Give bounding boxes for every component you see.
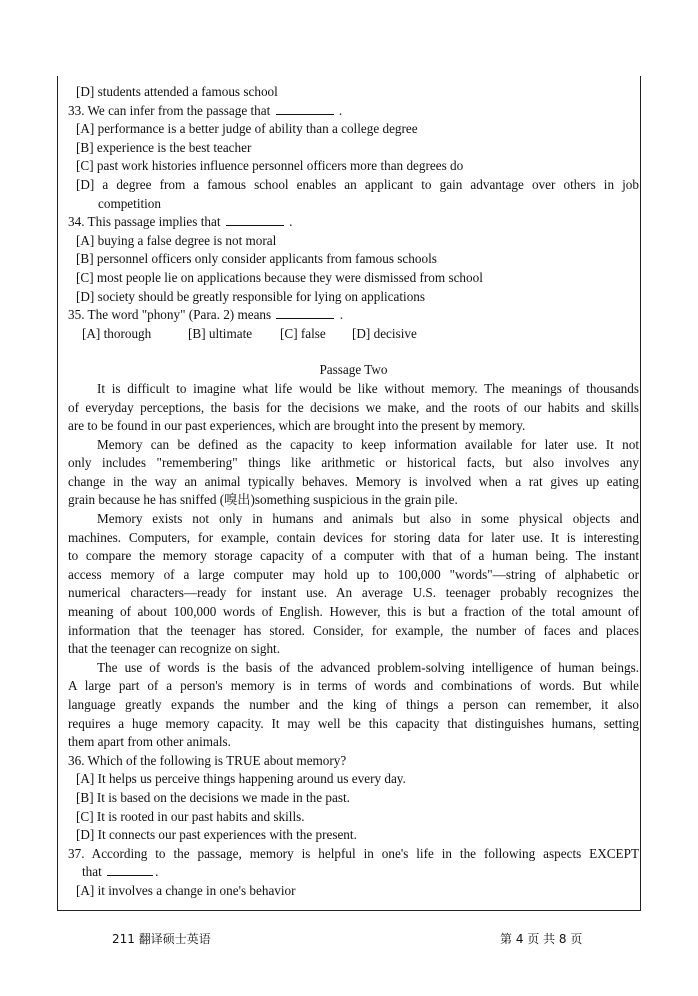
q35-option-a: [A] thorough [82, 325, 152, 341]
q33-stem-end: . [338, 102, 343, 118]
p4-line-3: language greatly expands the number and the king of things a person can remember, it also [68, 697, 639, 712]
p2-line-3: change in the way an animal typically behaves. Memory is involved when a rat gives up eating [68, 473, 639, 489]
p1-line-2: of everyday perceptions, the basis for the decisions we make, and the roots of our habits and skills [68, 399, 639, 415]
p3-line-1: Memory exists not only in humans and animals but also in some physical objects and [97, 511, 639, 527]
answer-blank [107, 863, 153, 876]
p3-line-6: meaning of about 100,000 words of English. However, this is but a fraction of the total amount of [68, 604, 639, 620]
q34-stem-end: . [289, 214, 293, 230]
q33-option-a: [A] performance is a better judge of ability than a college degree [76, 121, 418, 137]
q33-stem-text: 33. We can infer from the passage that [68, 102, 271, 118]
q33-option-d-continued: competition [98, 195, 161, 211]
q35-stem [68, 306, 639, 325]
passage-title: Passage Two [319, 362, 388, 378]
q36-option-d: [D] It connects our past experiences with the present. [76, 827, 357, 843]
q36-option-c: [C] It is rooted in our past habits and skills. [76, 808, 305, 824]
p1-line-1: It is difficult to imagine what life would be like without memory. The meanings of thousands [97, 380, 639, 396]
p3-line-3: to compare the memory storage capacity of a computer with that of a human being. The instant [68, 548, 639, 564]
p3-line-5: numerical characters—ready for instant use. An average U.S. teenager probably recognizes the [68, 585, 639, 601]
p2-line-4: grain because he has sniffed (嗅出)something suspicious in the grain pile. [68, 492, 458, 508]
q34-option-a: [A] buying a false degree is not moral [76, 232, 277, 248]
q33-stem [68, 102, 639, 121]
exam-code-title: 211 翻译硕士英语 [112, 932, 211, 946]
q35-option-d: [D] decisive [352, 325, 417, 341]
q37-stem: 37. According to the passage, memory is helpful in one's life in the following aspects EXCEPT [68, 845, 639, 861]
p3-line-7: information that the teenager has stored. Consider, for example, the number of faces and places [68, 622, 639, 638]
q35-stem-end: . [339, 307, 344, 323]
p4-line-2: A large part of a person's memory is in terms of words and combinations of words. But while [68, 678, 639, 694]
q37-option-a: [A] it involves a change in one's behavior [76, 882, 296, 898]
p4-line-4: requires a huge memory capacity. It may well be this capacity that distinguishes humans, setting [68, 715, 639, 731]
q37-stem-cont-end: . [155, 864, 159, 880]
q34-option-d: [D] society should be greatly responsible for lying on applications [76, 288, 426, 304]
exam-content [68, 83, 639, 901]
answer-blank [276, 306, 334, 319]
q33-option-d: [D] a degree from a famous school enables an applicant to gain advantage over others in job [76, 176, 639, 192]
p4-line-1: The use of words is the basis of the advanced problem-solving intelligence of human beings. [97, 659, 639, 675]
q34-stem [68, 213, 639, 232]
p3-line-4: access memory of a large computer may hold up to 100,000 "words"—string of alphabetic or [68, 566, 639, 582]
q33-option-c: [C] past work histories influence personnel officers more than degrees do [76, 158, 464, 174]
p1-line-3: are to be found in our past experiences, which are brought into the present by memory. [68, 418, 526, 434]
p2-line-1: Memory can be defined as the capacity to keep information available for later use. It not [97, 436, 639, 452]
q36-option-b: [B] It is based on the decisions we made in the past. [76, 789, 350, 805]
q36-stem: 36. Which of the following is TRUE about memory? [68, 752, 347, 768]
q34-option-b: [B] personnel officers only consider applicants from famous schools [76, 251, 437, 267]
q37-stem-continued [68, 863, 639, 882]
p2-line-2: only includes "remembering" things like arithmetic or historical facts, but also involves any [68, 455, 639, 471]
q35-options [68, 325, 639, 344]
q37-stem-cont-text: that [82, 864, 102, 880]
q33-option-b: [B] experience is the best teacher [76, 139, 252, 155]
page-number: 第 4 页 共 8 页 [500, 932, 583, 946]
p3-line-8: that the teenager can recognize on sight. [68, 641, 281, 657]
q36-option-a: [A] It helps us perceive things happening around us every day. [76, 771, 406, 787]
q34-option-c: [C] most people lie on applications because they were dismissed from school [76, 269, 483, 285]
p3-line-2: machines. Computers, for example, contain devices for storing data for later use. It is interesting [68, 529, 639, 545]
p4-line-5: them apart from other animals. [68, 734, 231, 750]
answer-blank [226, 213, 284, 226]
q35-option-b: [B] ultimate [188, 325, 253, 341]
q35-option-c: [C] false [280, 325, 326, 341]
q34-stem-text: 34. This passage implies that [68, 214, 221, 230]
q35-stem-text: 35. The word "phony" (Para. 2) means [68, 307, 272, 323]
answer-blank [276, 102, 334, 115]
q32-option-d: [D] students attended a famous school [76, 84, 278, 99]
